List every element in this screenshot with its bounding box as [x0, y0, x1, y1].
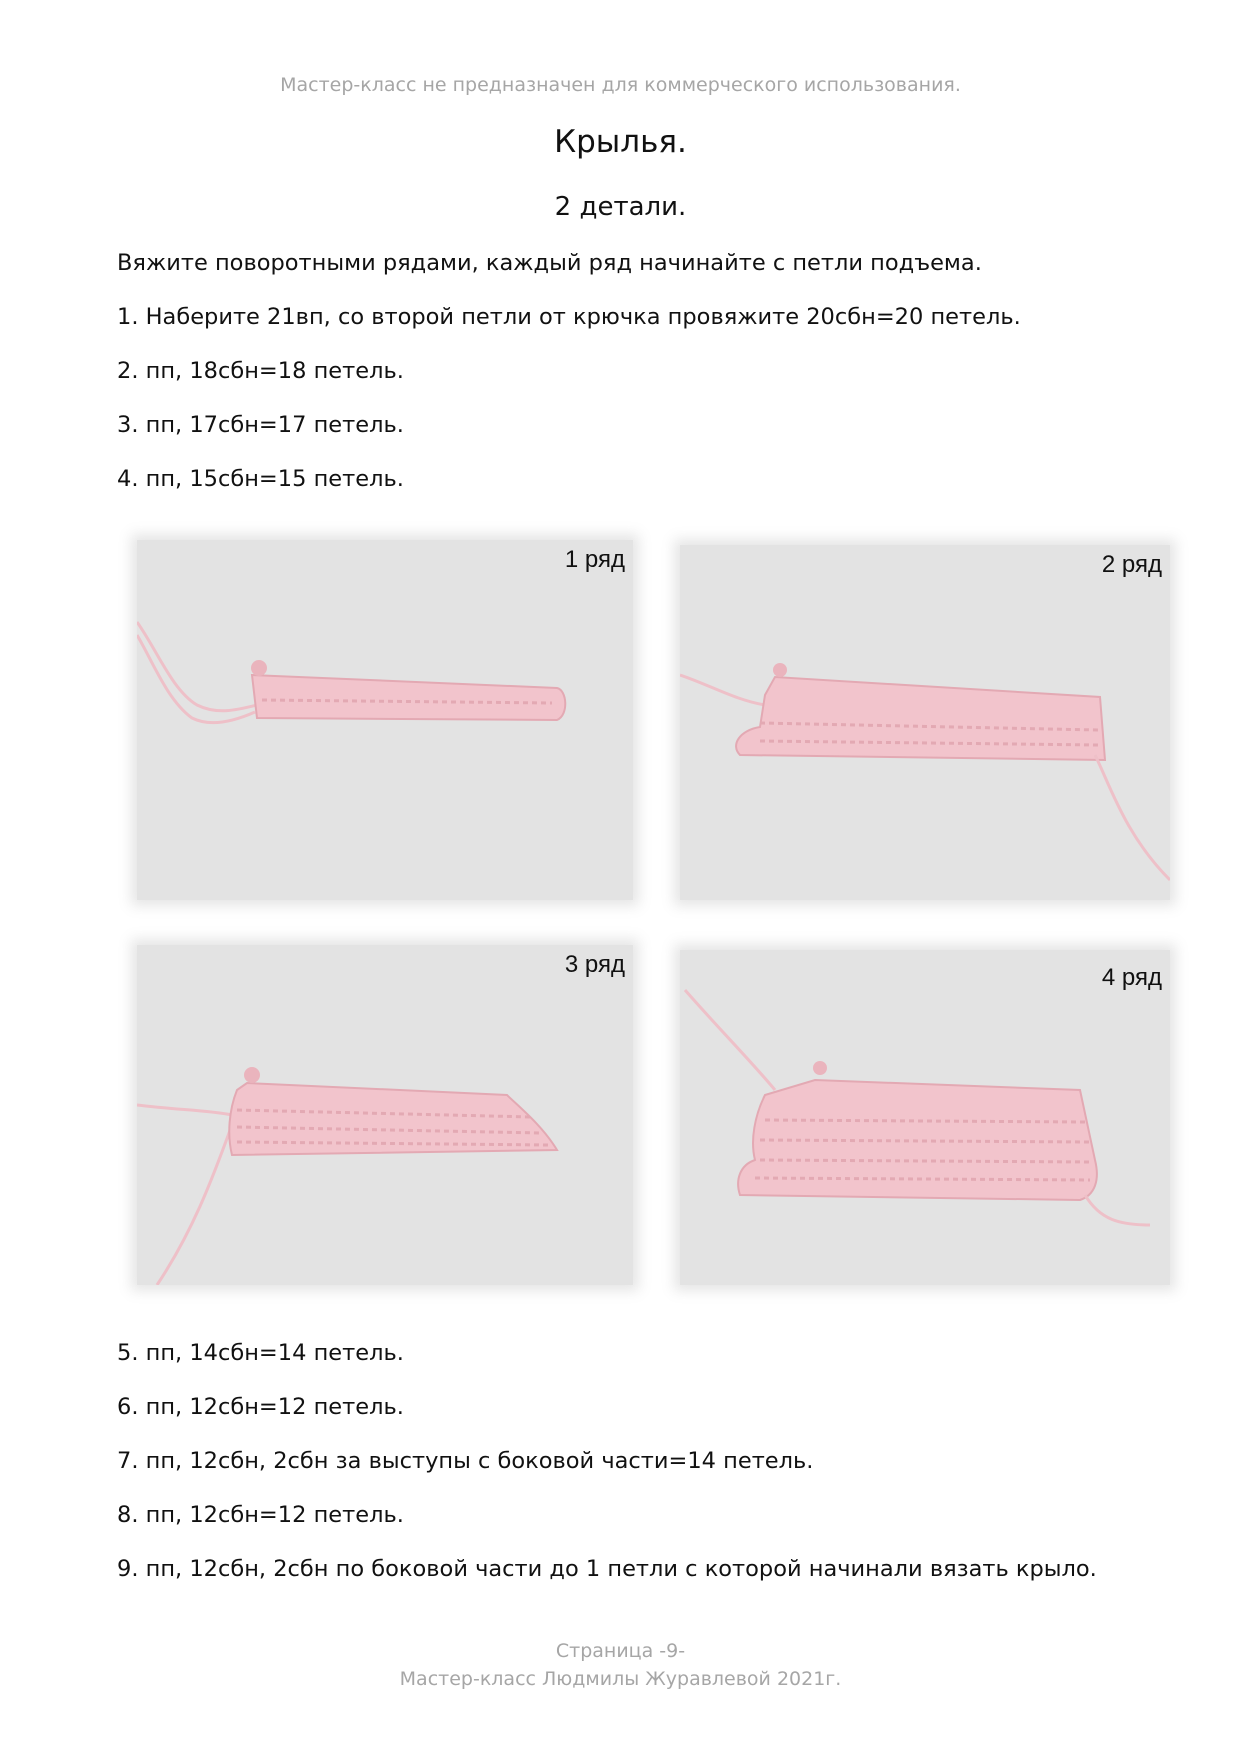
- page-subtitle: 2 детали.: [554, 192, 687, 222]
- knitting-photo-3: [137, 945, 633, 1285]
- header-note: Мастер-класс не предназначен для коммерческого использования.: [280, 74, 961, 96]
- row-instruction: 8. пп, 12сбн=12 петель.: [117, 1502, 404, 1528]
- row-instruction: 1. Наберите 21вп, со второй петли от крючка провяжите 20сбн=20 петель.: [117, 304, 1021, 330]
- row-instruction: 6. пп, 12сбн=12 петель.: [117, 1394, 404, 1420]
- page-title: Крылья.: [554, 124, 687, 160]
- intro-text: Вяжите поворотными рядами, каждый ряд начинайте с петли подъема.: [117, 250, 982, 276]
- photo-row-1: [137, 540, 633, 900]
- photo-row-2: [680, 545, 1170, 900]
- photo-label: 1 ряд: [564, 546, 625, 573]
- knitting-photo-1: [137, 540, 633, 900]
- footer-credit: Мастер-класс Людмилы Журавлевой 2021г.: [399, 1668, 842, 1690]
- photo-label: 2 ряд: [1101, 551, 1162, 578]
- row-instruction: 3. пп, 17сбн=17 петель.: [117, 412, 404, 438]
- row-instruction: 2. пп, 18сбн=18 петель.: [117, 358, 404, 384]
- photo-label: 3 ряд: [564, 951, 625, 978]
- knitting-photo-4: [680, 950, 1170, 1285]
- photo-row-3: [137, 945, 633, 1285]
- row-instruction: 5. пп, 14сбн=14 петель.: [117, 1340, 404, 1366]
- knitting-photo-2: [680, 545, 1170, 900]
- page-number: Страница -9-: [555, 1640, 686, 1662]
- photo-label: 4 ряд: [1101, 964, 1162, 991]
- row-instruction: 7. пп, 12сбн, 2сбн за выступы с боковой части=14 петель.: [117, 1448, 814, 1474]
- photo-row-4: [680, 950, 1170, 1285]
- row-instruction: 9. пп, 12сбн, 2сбн по боковой части до 1 петли с которой начинали вязать крыло.: [117, 1556, 1097, 1582]
- row-instruction: 4. пп, 15сбн=15 петель.: [117, 466, 404, 492]
